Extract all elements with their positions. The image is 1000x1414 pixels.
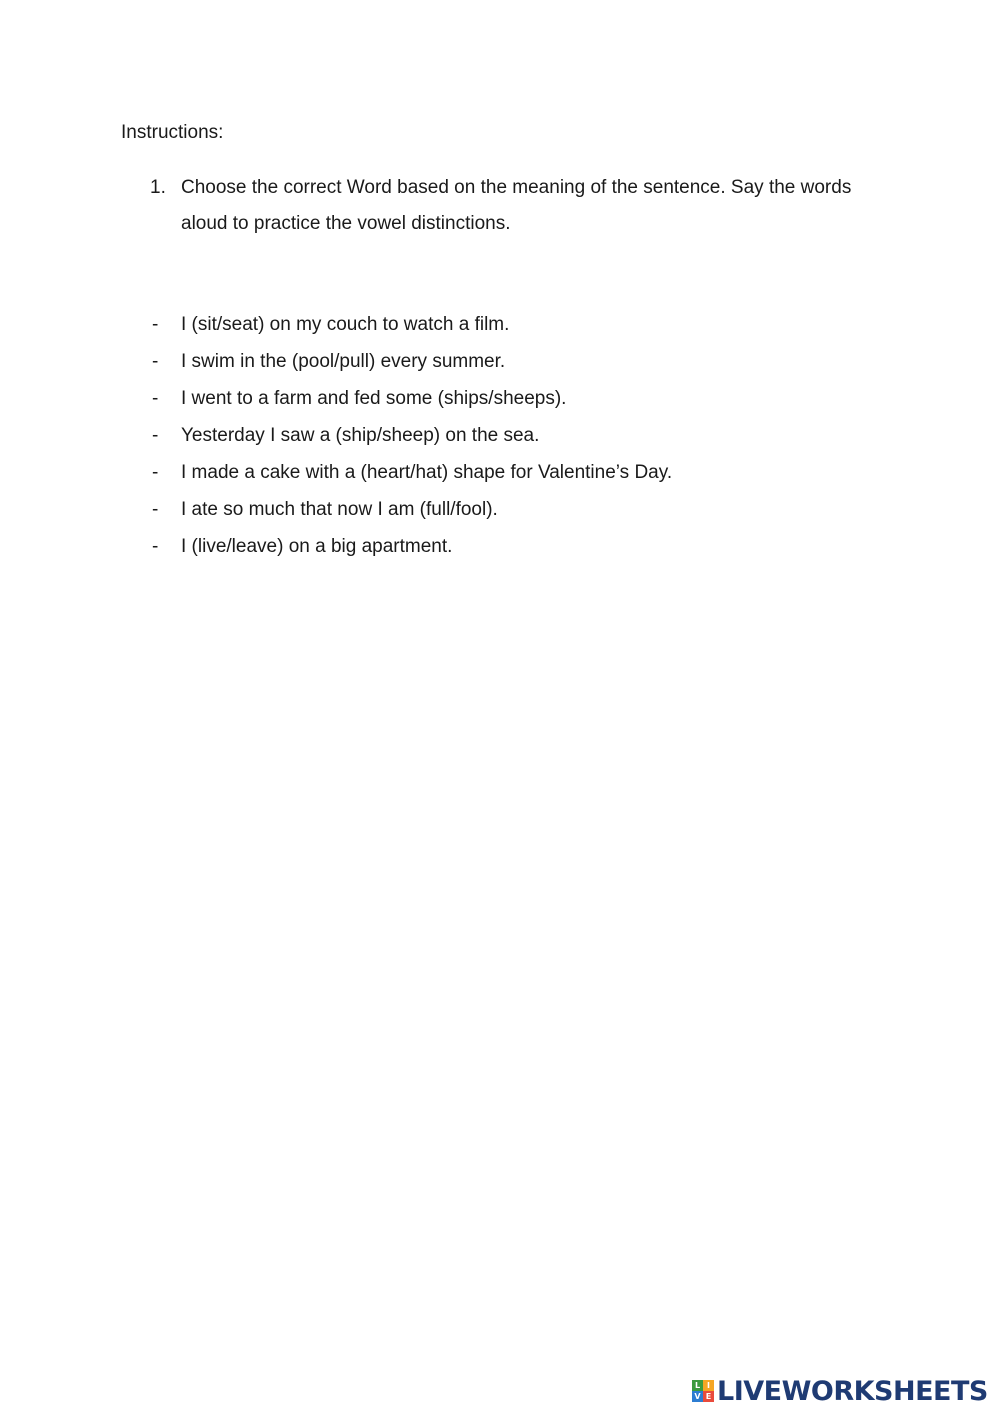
- bullet-dash: -: [152, 462, 159, 483]
- sentence-item: [150, 306, 890, 343]
- sentence-text: I (live/leave) on a big apartment.: [181, 536, 453, 557]
- bullet-dash: -: [152, 425, 159, 446]
- instruction-text: Choose the correct Word based on the meaning of the sentence. Say the words aloud to practice the vowel distinctions.: [181, 177, 852, 234]
- instructions-heading: Instructions:: [121, 122, 224, 143]
- sentence-item: [150, 380, 890, 417]
- liveworksheets-logo: [692, 1374, 988, 1408]
- sentence-item: [150, 417, 890, 454]
- sentence-text: I went to a farm and fed some (ships/sheeps).: [181, 388, 567, 409]
- logo-mark-tile: V: [692, 1391, 703, 1402]
- instruction-number: 1.: [150, 177, 166, 198]
- sentence-text: I swim in the (pool/pull) every summer.: [181, 351, 506, 372]
- bullet-dash: -: [152, 351, 159, 372]
- bullet-dash: -: [152, 314, 159, 335]
- logo-mark-tile: I: [703, 1380, 714, 1391]
- sentence-list: [150, 306, 890, 565]
- instruction-item: [150, 170, 890, 242]
- logo-mark-icon: [692, 1380, 714, 1402]
- sentence-item: [150, 343, 890, 380]
- logo-mark-tile: E: [703, 1391, 714, 1402]
- sentence-text: I ate so much that now I am (full/fool).: [181, 499, 498, 520]
- sentence-item: [150, 528, 890, 565]
- logo-text: LIVEWORKSHEETS: [717, 1375, 988, 1407]
- instructions-list: [150, 170, 890, 242]
- sentence-text: I made a cake with a (heart/hat) shape for Valentine’s Day.: [181, 462, 673, 483]
- sentence-text: Yesterday I saw a (ship/sheep) on the sea.: [181, 425, 540, 446]
- logo-mark-tile: L: [692, 1380, 703, 1391]
- sentence-text: I (sit/seat) on my couch to watch a film.: [181, 314, 510, 335]
- sentence-item: [150, 454, 890, 491]
- sentence-item: [150, 491, 890, 528]
- bullet-dash: -: [152, 388, 159, 409]
- bullet-dash: -: [152, 536, 159, 557]
- bullet-dash: -: [152, 499, 159, 520]
